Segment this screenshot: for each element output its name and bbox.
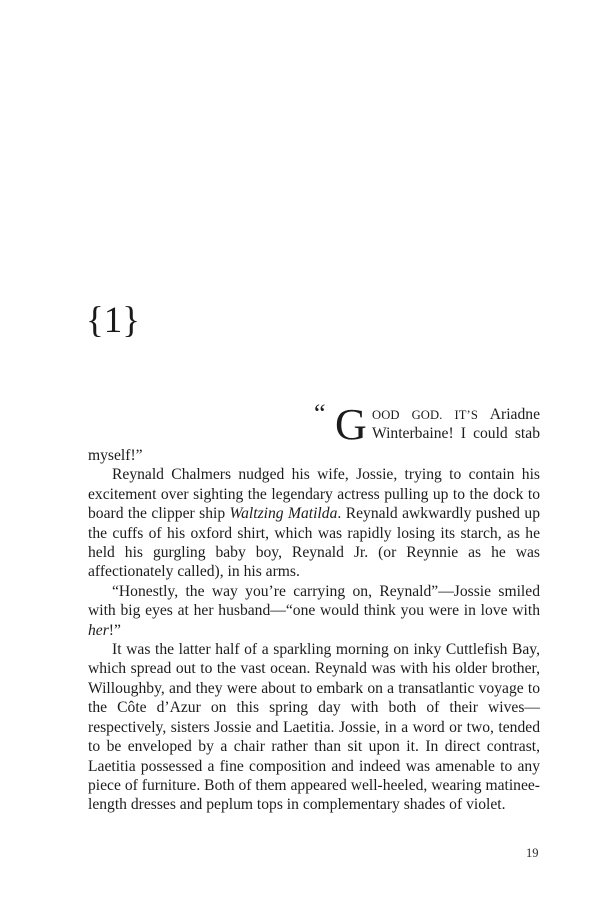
drop-cap: G: [335, 400, 367, 449]
page-number: 19: [526, 846, 539, 860]
chapter-body: [88, 399, 540, 815]
paragraph-2-text-b: !”: [108, 621, 121, 639]
opening-lines: [88, 399, 540, 449]
paragraph-1-text-b: . Reynald awkwardly pushed up the cuffs of his oxford shirt, which was rapidly losing its starch, as he held his gurgling baby boy, Reynald Jr. (or Reynnie as he was affectionately called), in his arms.: [88, 505, 540, 581]
opening-continuation: myself!”: [88, 447, 143, 464]
opening-line-1: [372, 405, 540, 425]
paragraph-1: [88, 465, 540, 581]
chapter-number: {1}: [86, 300, 141, 341]
paragraph-2-emphasis: her: [88, 621, 109, 639]
paragraph-3: It was the latter half of a sparkling morning on inky Cuttlefish Bay, which spread out to the vast ocean. Reynald was with his older brother, Willoughby, and they were about to embark on a transatlantic voyage to the Côte d’Azur on this spring day with both of their wives—respectively, sisters Jossie and Laetitia. Jossie, in a word or two, tended to be enveloped by a chair rather than sit upon it. In direct contrast, Laetitia possessed a fine composition and indeed was amenable to any piece of furniture. Both of them appeared well-heeled, wearing matinee-length dresses and peplum tops in complementary shades of violet.: [88, 641, 540, 814]
paragraph-2: [88, 582, 540, 640]
opening-small-caps: OOD GOD. IT’S: [372, 408, 478, 422]
opening-line-2: Winterbaine! I could stab: [372, 425, 540, 442]
ship-name: Waltzing Matilda: [229, 505, 338, 523]
paragraph-1-text-a: Reynald Chalmers nudged his wife, Jossie, trying to contain his excitement over sighting the legendary actress pulling up to the dock to board the clipper ship: [88, 466, 540, 523]
opening-quote-mark: “: [314, 399, 326, 428]
opening-line-1-rest: Ariadne: [477, 406, 540, 423]
paragraph-2-text-a: “Honestly, the way you’re carrying on, Reynald”—Jossie smiled with big eyes at her husband—“one would think you were in love with: [88, 582, 540, 620]
